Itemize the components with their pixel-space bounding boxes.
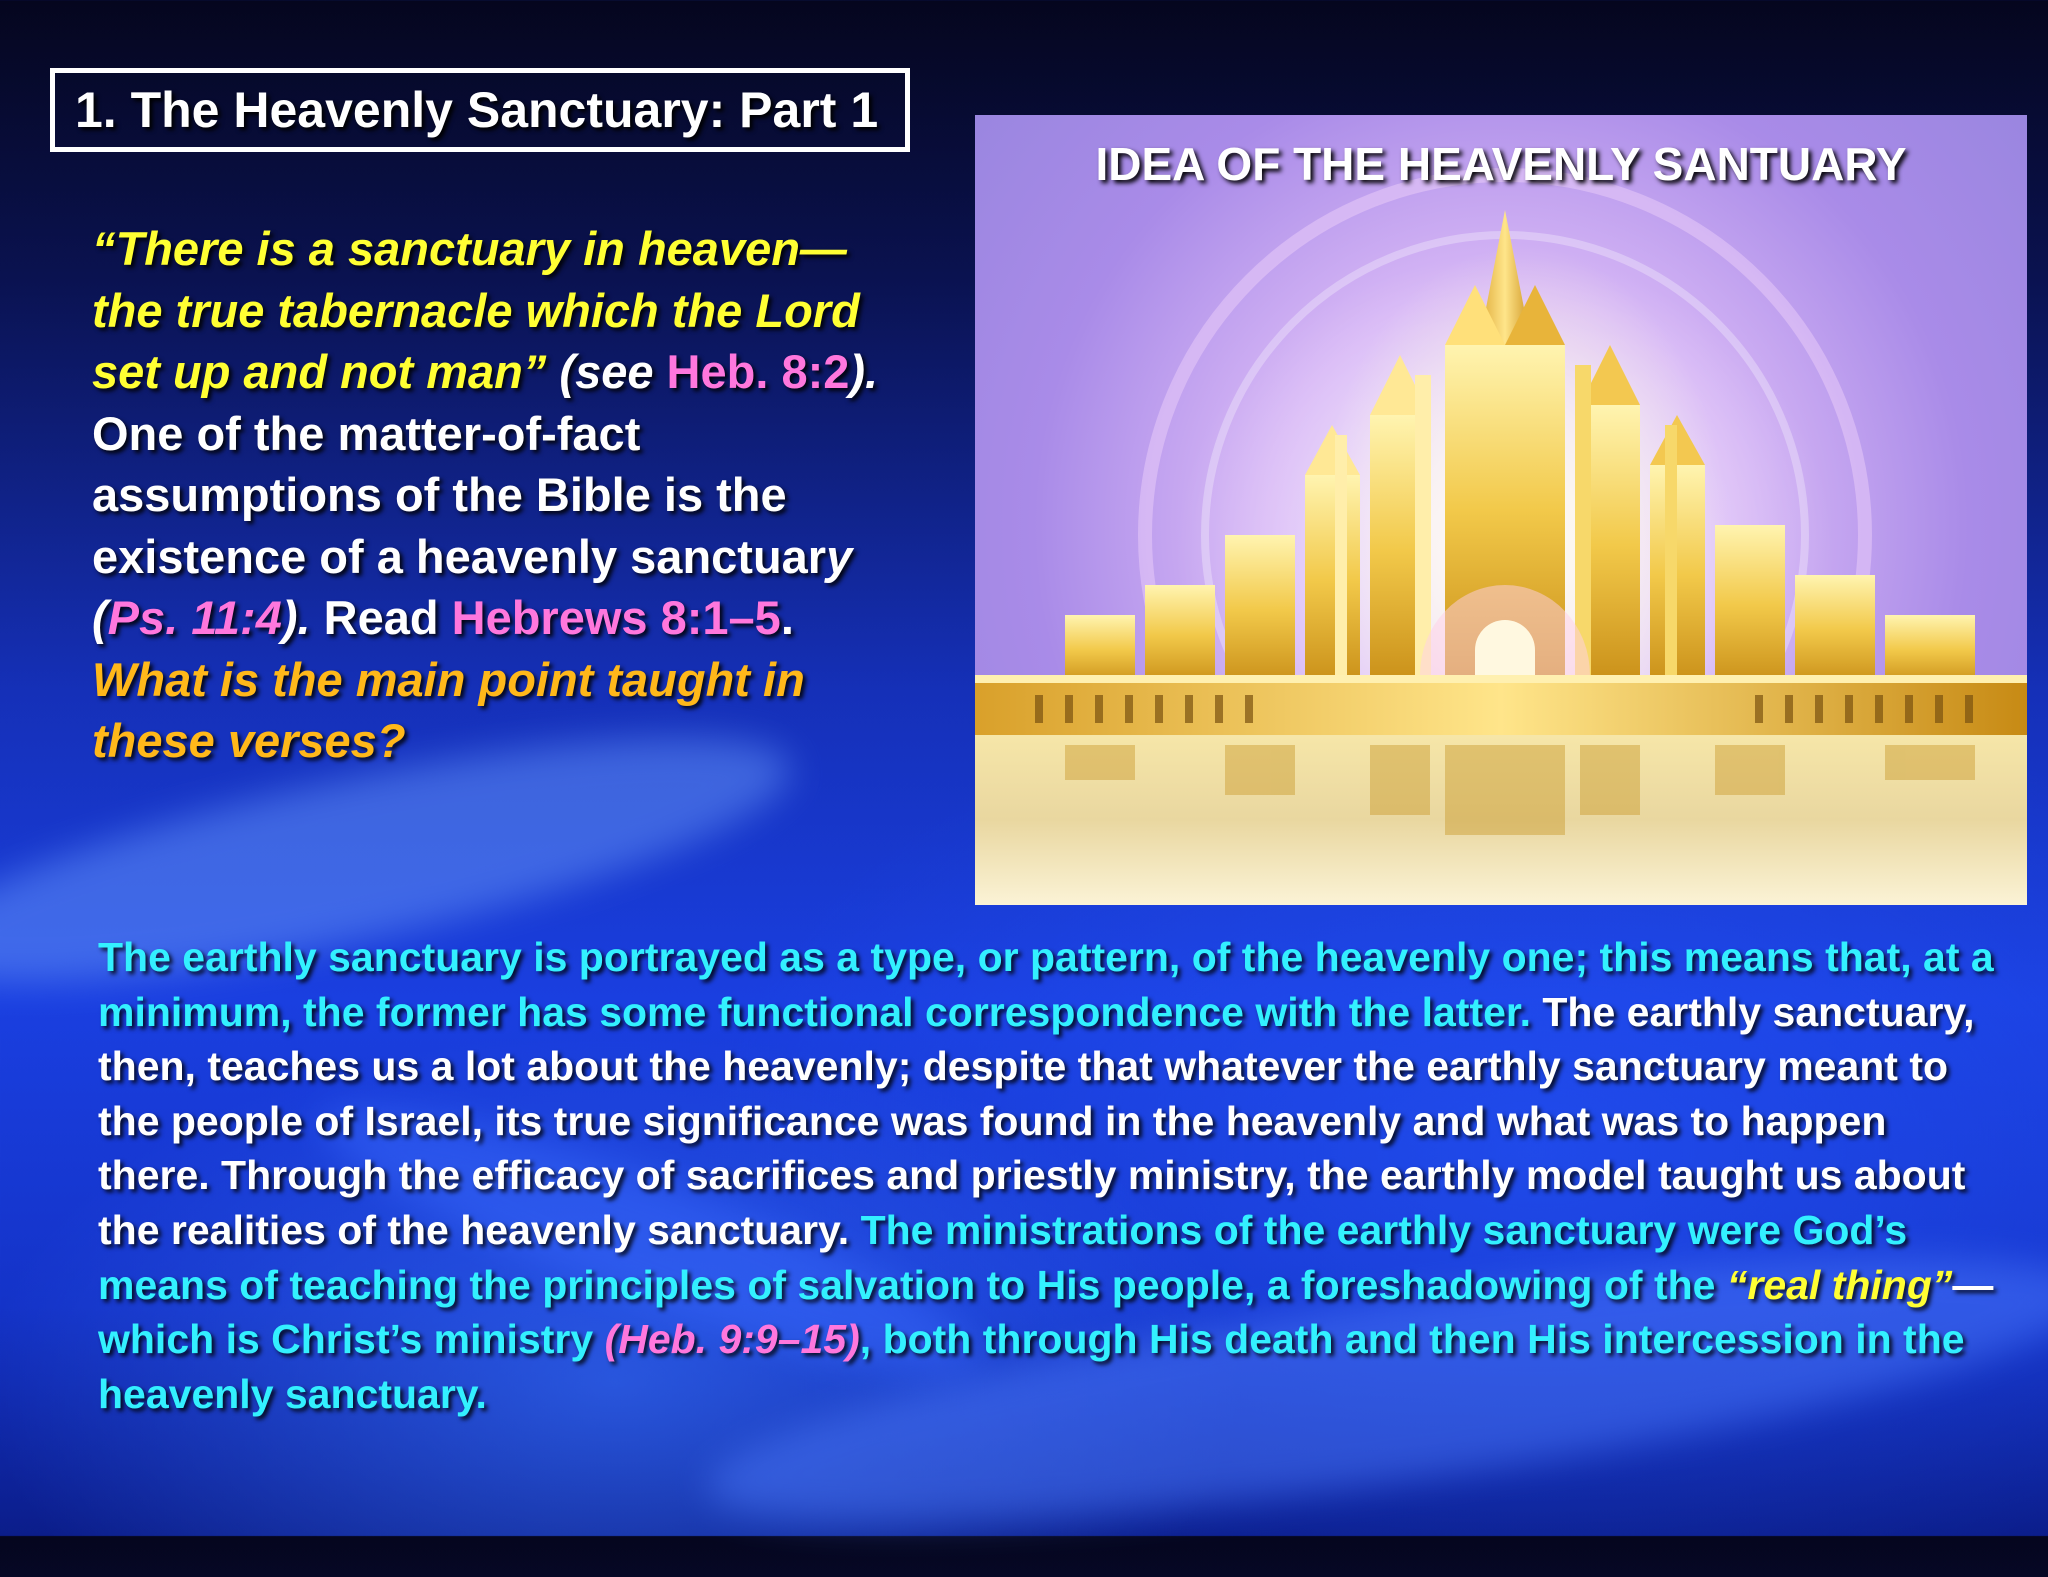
body-white-1: The earthly sanctuary, then, teaches us a lot about the heavenly; despite that whatever the earthly sanctuary meant to the people of Israel, its true significance was found in the heavenly and what was to happen there. Through the efficacy of sacrifices and priestly ministry, the earthly model taught us about the realities of the heavenly sanctuary.: [98, 988, 1975, 1253]
golden-city-illustration-icon: [975, 115, 2027, 905]
body-cyan-1: The earthly sanctuary is portrayed as a type, or pattern, of the heavenly one; this means that, at a minimum, the former has some functional correspondence with the latter.: [98, 934, 1994, 1035]
intro-text-y: y: [826, 529, 853, 583]
body-dash: —: [1952, 1261, 1994, 1308]
body-reference: (Heb. 9:9–15): [604, 1316, 860, 1363]
intro-paren-open: (: [92, 591, 108, 644]
heavenly-sanctuary-image: [975, 115, 2027, 905]
slide-title-box: [50, 68, 910, 152]
slide-title: 1. The Heavenly Sanctuary: Part 1: [75, 82, 879, 138]
intro-paren-close: ).: [281, 591, 311, 644]
body-real-thing: “real thing”: [1726, 1261, 1953, 1308]
study-question: What is the main point taught in these verses?: [92, 652, 805, 767]
quote-text: “There is a sanctuary in heaven—the true tabernacle which the Lord set up and not man”: [92, 222, 860, 398]
intro-text: One of the matter-of-fact assumptions of the Bible is the existence of a heavenly sanctuar: [92, 406, 827, 583]
body-cyan-3: which is Christ’s ministry: [98, 1316, 605, 1363]
image-caption: IDEA OF THE HEAVENLY SANTUARY: [1095, 138, 1907, 190]
quote-see-close: ).: [849, 345, 879, 398]
read-period: .: [780, 591, 794, 644]
body-cyan-2: The ministrations of the earthly sanctuary were God’s means of teaching the principles of salvation to His people, a foreshadowing of the: [98, 1206, 1908, 1308]
quote-reference: Heb. 8:2: [666, 345, 850, 398]
body-paragraph: [98, 930, 1998, 1421]
left-text-block: [92, 218, 912, 772]
intro-read-label: Read: [310, 591, 439, 644]
quote-see-open: (see: [546, 345, 667, 398]
read-reference: Hebrews 8:1–5: [451, 591, 781, 644]
body-cyan-4: , both through His death and then His intercession in the heavenly sanctuary.: [98, 1316, 1965, 1417]
intro-reference: Ps. 11:4: [107, 591, 282, 644]
